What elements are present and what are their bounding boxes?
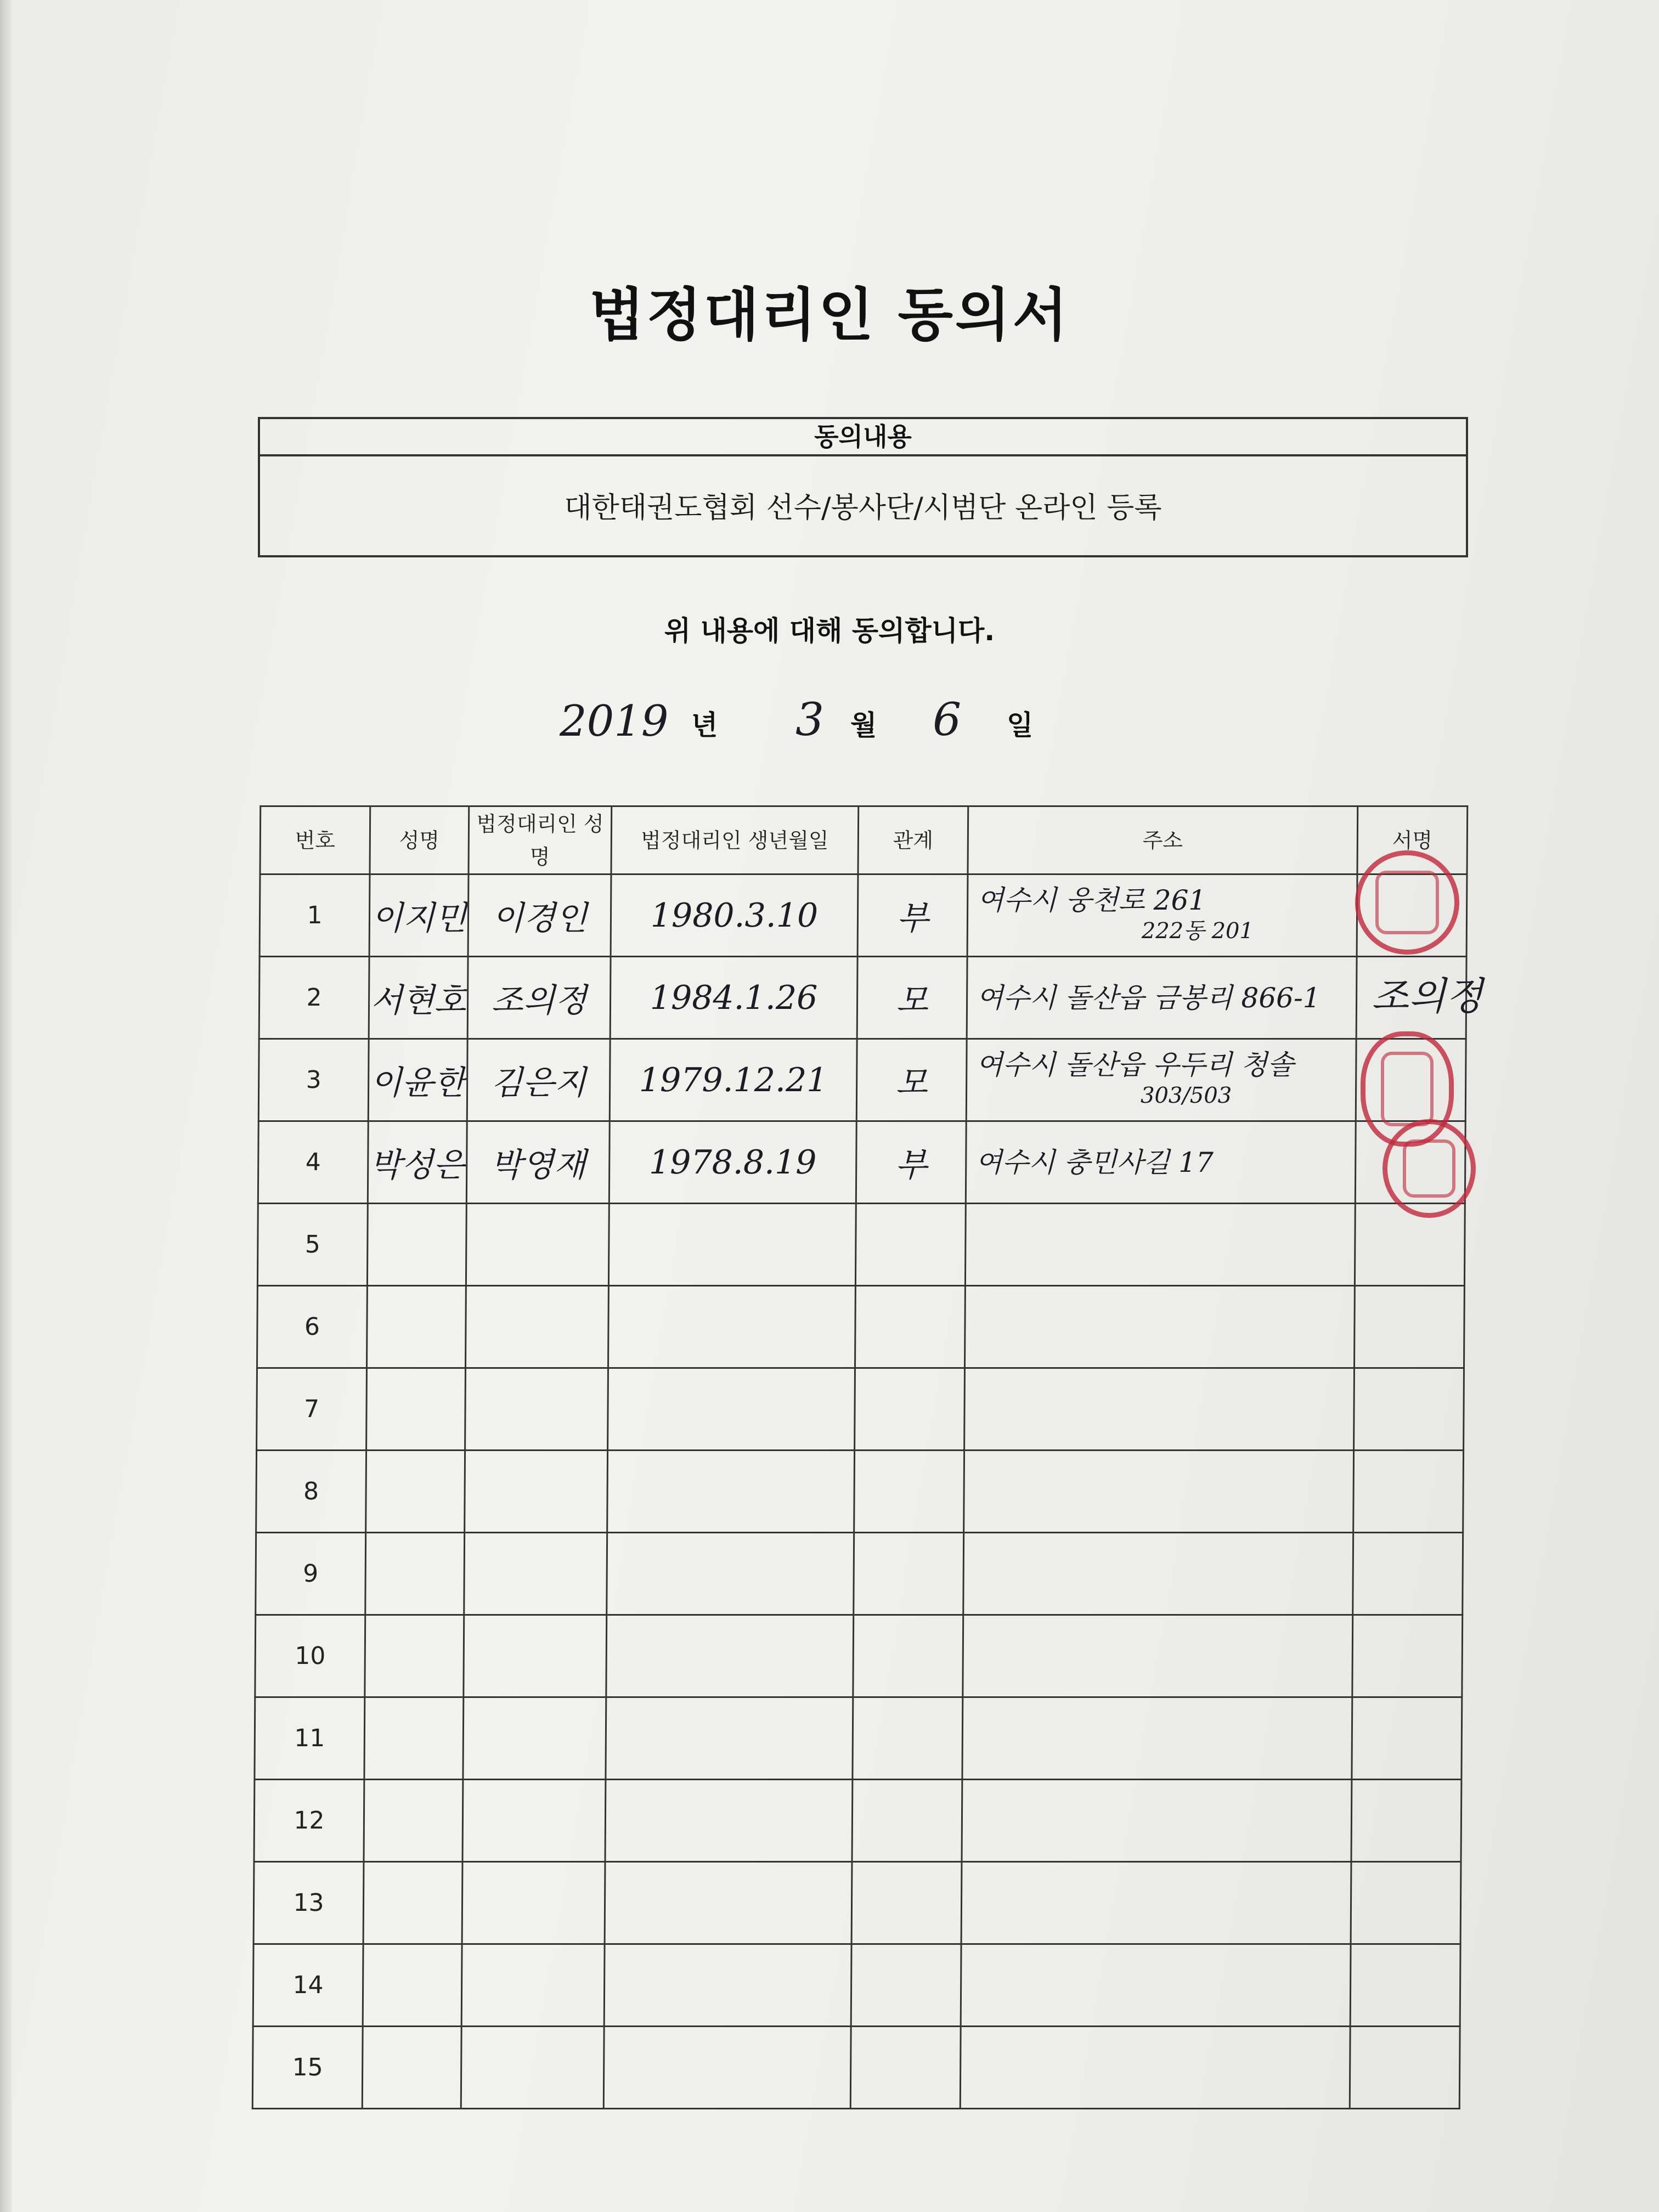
guardian-table (252, 805, 1469, 2109)
cell-relation (853, 1697, 963, 1780)
table-row (252, 2027, 1460, 2109)
table-row (253, 1944, 1460, 2027)
cell-signature (1352, 1615, 1463, 1697)
cell-address (963, 1615, 1353, 1697)
header-no: 번호 (260, 806, 370, 874)
table-row (257, 1368, 1464, 1451)
cell-name (363, 1862, 462, 1944)
cell-guardian-birth: 1980.3.10 (611, 874, 858, 957)
cell-address (960, 2027, 1350, 2109)
cell-no: 2 (259, 957, 369, 1039)
cell-address (964, 1286, 1355, 1368)
header-guardian-name: 법정대리인 성명 (469, 806, 612, 874)
cell-guardian-name: 조의정 (467, 957, 611, 1039)
cell-guardian-name (462, 1862, 605, 1944)
cell-address (966, 1121, 1356, 1204)
date-year-label: 년 (691, 709, 718, 741)
cell-guardian-birth (607, 1533, 854, 1615)
cell-guardian-name (462, 1780, 606, 1862)
cell-guardian-name (463, 1697, 606, 1780)
header-signature: 서명 (1357, 806, 1468, 874)
cell-relation (854, 1451, 964, 1533)
cell-address (961, 1862, 1351, 1944)
header-relation: 관계 (858, 806, 968, 874)
cell-guardian-name: 박영재 (466, 1121, 610, 1204)
table-row (258, 1039, 1466, 1121)
cell-guardian-name: 김은지 (467, 1039, 610, 1121)
cell-name (367, 1204, 466, 1286)
cell-relation: 부 (856, 1121, 966, 1204)
cell-address (961, 1944, 1351, 2027)
cell-no: 10 (255, 1615, 365, 1697)
cell-no: 6 (257, 1286, 367, 1368)
cell-relation (851, 1944, 961, 2027)
table-row (259, 957, 1466, 1039)
cell-relation (852, 1780, 962, 1862)
cell-address (966, 1039, 1356, 1121)
cell-no: 3 (258, 1039, 369, 1121)
table-row (256, 1451, 1464, 1533)
cell-guardian-birth (608, 1368, 855, 1451)
cell-signature (1353, 1533, 1463, 1615)
cell-guardian-birth (606, 1697, 853, 1780)
cell-guardian-birth: 1984.1.26 (610, 957, 857, 1039)
cell-relation (855, 1204, 966, 1286)
cell-name (364, 1697, 464, 1780)
header-address: 주소 (968, 806, 1358, 874)
cell-guardian-name (464, 1533, 607, 1615)
signature-row2: 조의정 (1372, 974, 1483, 1019)
cell-name: 이지민 (369, 874, 469, 957)
cell-guardian-name (466, 1204, 609, 1286)
cell-guardian-name: 이경인 (468, 874, 611, 957)
cell-name: 박성은 (368, 1121, 467, 1204)
cell-name (366, 1286, 466, 1368)
cell-guardian-name (461, 2027, 604, 2109)
document-title: 법정대리인 동의서 (589, 281, 1070, 348)
cell-relation: 모 (857, 957, 967, 1039)
table-row (256, 1533, 1463, 1615)
table-row (255, 1615, 1463, 1697)
header-guardian-birth: 법정대리인 생년월일 (611, 806, 859, 874)
date-year: 2019 (560, 697, 669, 746)
table-row (258, 1121, 1465, 1204)
table-row (257, 1204, 1465, 1286)
address-line-2: 303/503 (1140, 1082, 1232, 1108)
cell-guardian-name (464, 1615, 607, 1697)
date-month: 3 (795, 694, 825, 746)
date-month-label: 월 (850, 709, 877, 741)
cell-no: 5 (257, 1204, 368, 1286)
address-line: 여수시 돌산읍 우두리 청솔 (976, 1048, 1294, 1081)
cell-no: 15 (252, 2027, 363, 2109)
date-day-label: 일 (1007, 709, 1034, 741)
address-line: 여수시 충민사길 17 (975, 1146, 1214, 1178)
cell-guardian-name (465, 1286, 608, 1368)
header-name: 성명 (370, 806, 469, 874)
seal-stamp-row4 (1383, 1119, 1476, 1218)
cell-signature (1351, 1780, 1462, 1862)
cell-address (964, 1451, 1354, 1533)
cell-guardian-birth (604, 1944, 851, 2027)
cell-no: 12 (254, 1780, 364, 1862)
table-body (252, 874, 1467, 2109)
cell-relation: 모 (856, 1039, 967, 1121)
cell-guardian-name (461, 1944, 605, 2027)
cell-signature (1355, 1204, 1465, 1286)
cell-relation (853, 1615, 963, 1697)
cell-guardian-birth (607, 1451, 855, 1533)
table-row (259, 874, 1467, 957)
cell-no: 9 (256, 1533, 366, 1615)
consent-content: 대한태권도협회 선수/봉사단/시범단 온라인 등록 (564, 492, 1162, 524)
cell-no: 4 (258, 1121, 368, 1204)
address-line: 여수시 웅천로 261 (977, 884, 1206, 916)
cell-name (363, 1944, 462, 2027)
cell-address (964, 1368, 1355, 1451)
table-header-row (260, 806, 1468, 874)
seal-stamp-row1 (1355, 850, 1459, 955)
address-line: 여수시 돌산읍 금봉리 866-1 (976, 981, 1321, 1014)
table-row (254, 1780, 1462, 1862)
agree-statement: 위 내용에 대해 동의합니다. (664, 615, 995, 647)
cell-signature (1350, 2027, 1460, 2109)
cell-guardian-birth: 1978.8.19 (609, 1121, 856, 1204)
cell-name (366, 1451, 465, 1533)
cell-name (364, 1780, 463, 1862)
cell-address (962, 1780, 1352, 1862)
cell-relation: 부 (857, 874, 968, 957)
cell-relation (851, 1862, 962, 1944)
cell-signature (1352, 1697, 1462, 1780)
cell-relation (854, 1533, 964, 1615)
cell-name (366, 1368, 466, 1451)
cell-guardian-birth: 1979.12.21 (610, 1039, 857, 1121)
cell-address (967, 874, 1357, 957)
cell-name (365, 1615, 464, 1697)
table-row (253, 1862, 1461, 1944)
cell-guardian-name (465, 1451, 608, 1533)
cell-signature (1354, 1286, 1464, 1368)
cell-address (967, 957, 1357, 1039)
table-row (257, 1286, 1464, 1368)
cell-name (362, 2027, 461, 2109)
cell-address (962, 1697, 1352, 1780)
cell-signature (1353, 1451, 1464, 1533)
cell-no: 14 (253, 1944, 363, 2027)
cell-name: 이윤한 (368, 1039, 467, 1121)
cell-guardian-name (465, 1368, 608, 1451)
cell-no: 7 (257, 1368, 367, 1451)
date-day: 6 (933, 694, 962, 746)
cell-guardian-birth (608, 1286, 855, 1368)
cell-name: 서현호 (369, 957, 468, 1039)
cell-address (963, 1533, 1353, 1615)
cell-no: 1 (259, 874, 370, 957)
cell-address (965, 1204, 1355, 1286)
cell-no: 11 (255, 1697, 365, 1780)
cell-guardian-birth (608, 1204, 856, 1286)
consent-box (258, 417, 1468, 557)
address-line-2: 222동 201 (1141, 918, 1254, 944)
cell-guardian-birth (605, 1862, 852, 1944)
cell-guardian-birth (605, 1780, 853, 1862)
signing-date (549, 691, 1152, 746)
cell-signature (1350, 1944, 1460, 2027)
cell-signature (1351, 1862, 1461, 1944)
cell-relation (850, 2027, 961, 2109)
table-row (255, 1697, 1462, 1780)
cell-guardian-birth (603, 2027, 851, 2109)
cell-guardian-birth (606, 1615, 854, 1697)
cell-no: 13 (253, 1862, 364, 1944)
cell-signature (1354, 1368, 1464, 1451)
cell-no: 8 (256, 1451, 366, 1533)
cell-relation (855, 1286, 965, 1368)
consent-heading: 동의내용 (260, 419, 1466, 456)
cell-relation (855, 1368, 965, 1451)
cell-name (365, 1533, 465, 1615)
